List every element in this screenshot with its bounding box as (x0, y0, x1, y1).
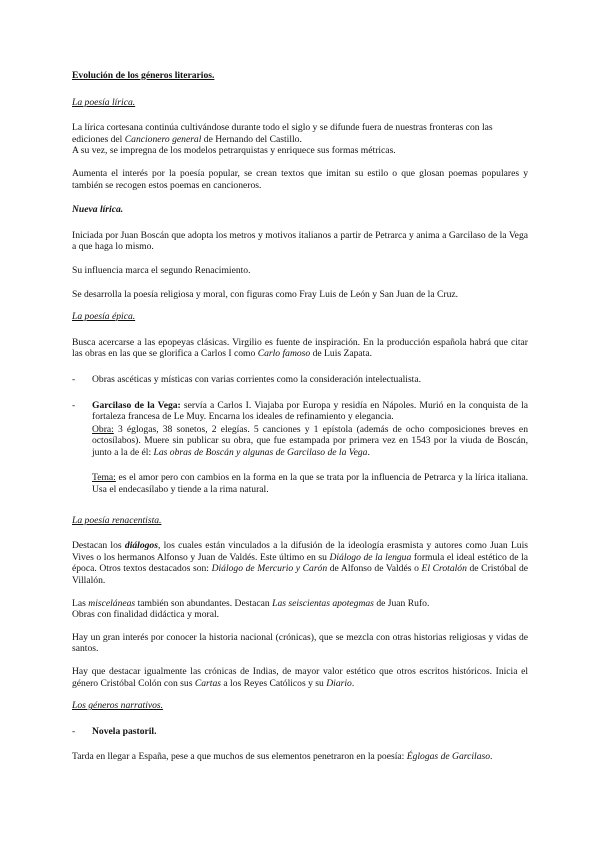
paragraph-nueva-1: Iniciada por Juan Boscán que adopta los metros y motivos italianos a partir de Petrarca y anima a Garcilaso de la Vega a que haga lo mismo. (72, 229, 528, 253)
section-heading-nueva-lirica: Nueva lírica. (72, 204, 124, 216)
paragraph-epica-1: Busca acercarse a las epopeyas clásicas. Virgilio es fuente de inspiración. En la producción española habrá que citar las obras en las que se glorifica a Carlos I como Carlo famoso de Luis Zapata. (72, 336, 528, 360)
list-item-garcilaso: - Garcilaso de la Vega: servía a Carlos I. Viajaba por Europa y residía en Nápoles. Murió en la conquista de la fortaleza francesa de Le Muy. Encarna los ideales de refinamiento y elegancia. (72, 399, 528, 423)
section-heading-lirica: La poesía lírica. (72, 96, 136, 108)
paragraph-lirica-1: La lírica cortesana continúa cultivándose durante todo el siglo y se difunde fuera de nuestras fronteras con las ediciones del Cancionero general de Hernando del Castillo. A su vez, se impregna de los modelos petrarquistas y enriquece sus formas métricas. (72, 122, 493, 157)
bullet-dash: - (72, 399, 76, 411)
paragraph-lirica-2: Aumenta el interés por la poesía popular, se crean textos que imitan su estilo o que glosan poemas populares y también se recogen estos poemas en cancioneros. (72, 167, 528, 191)
paragraph-renacentista-4: Hay que destacar igualmente las crónicas de Indias, de mayor valor estético que otros escritos históricos. Inicia el género Cristóbal Colón con sus Cartas a los Reyes Católicos y su Diario. (72, 666, 528, 689)
garcilaso-name: Garcilaso de la Vega: (92, 399, 181, 411)
paragraph-narrativos-1: Tarda en llegar a España, pese a que muchos de sus elementos penetraron en la poesía: Églogas de Garcilaso. (72, 751, 493, 763)
paragraph-renacentista-2: Las misceláneas también son abundantes. Destacan Las seiscientas apotegmas de Juan Rufo. Obras con finalidad didáctica y moral. (72, 597, 430, 621)
section-heading-narrativos: Los géneros narrativos. (72, 700, 164, 712)
paragraph-nueva-3: Se desarrolla la poesía religiosa y moral, con figuras como Fray Luis de León y San Juan de la Cruz. (72, 288, 459, 300)
bullet-dash: - (72, 373, 76, 385)
paragraph-renacentista-3: Hay un gran interés por conocer la historia nacional (crónicas), que se mezcla con otras historias religiosas y vidas de santos. (72, 631, 528, 655)
section-heading-renacentista: La poesía renacentista. (72, 514, 162, 526)
tema-label: Tema: (92, 472, 116, 484)
document-page (72, 70, 528, 763)
paragraph-obra: Obra: 3 églogas, 38 sonetos, 2 elegías. 5 canciones y 1 epístola (además de ocho composiciones breves en octosílabos). Muere sin publicar su obra, que fue estampada por primera vez en 1543 por la viuda de Boscán, junto a la de él: Las obras de Boscán y algunas de Garcilaso de la Vega. (92, 423, 528, 458)
section-heading-epica: La poesía épica. (72, 311, 136, 323)
list-item-novela-pastoril: - Novela pastoril. (72, 725, 157, 737)
list-item-obras-asceticas: - Obras ascéticas y místicas con varias corrientes como la consideración intelectualista. (72, 373, 421, 385)
paragraph-tema: Tema: es el amor pero con cambios en la forma en la que se trata por la influencia de Petrarca y la lírica italiana. Usa el endecasílabo y tiende a la rima natural. (92, 472, 528, 496)
paragraph-nueva-2: Su influencia marca el segundo Renacimiento. (72, 264, 251, 276)
document-title: Evolución de los géneros literarios. (72, 70, 215, 81)
paragraph-renacentista-1: Destacan los diálogos, los cuales están vinculados a la difusión de la ideología erasmista y autores como Juan Luis Vives o los hermanos Alfonso y Juan de Valdés. Este último en su Diálogo de la lengua formula el ideal estético de la época. Otros textos destacados son: Diálogo de Mercurio y Carón de Alfonso de Valdés o El Crotalón de Cristóbal de Villalón. (72, 540, 529, 587)
obra-label: Obra: (92, 423, 114, 435)
bullet-dash: - (72, 725, 76, 737)
